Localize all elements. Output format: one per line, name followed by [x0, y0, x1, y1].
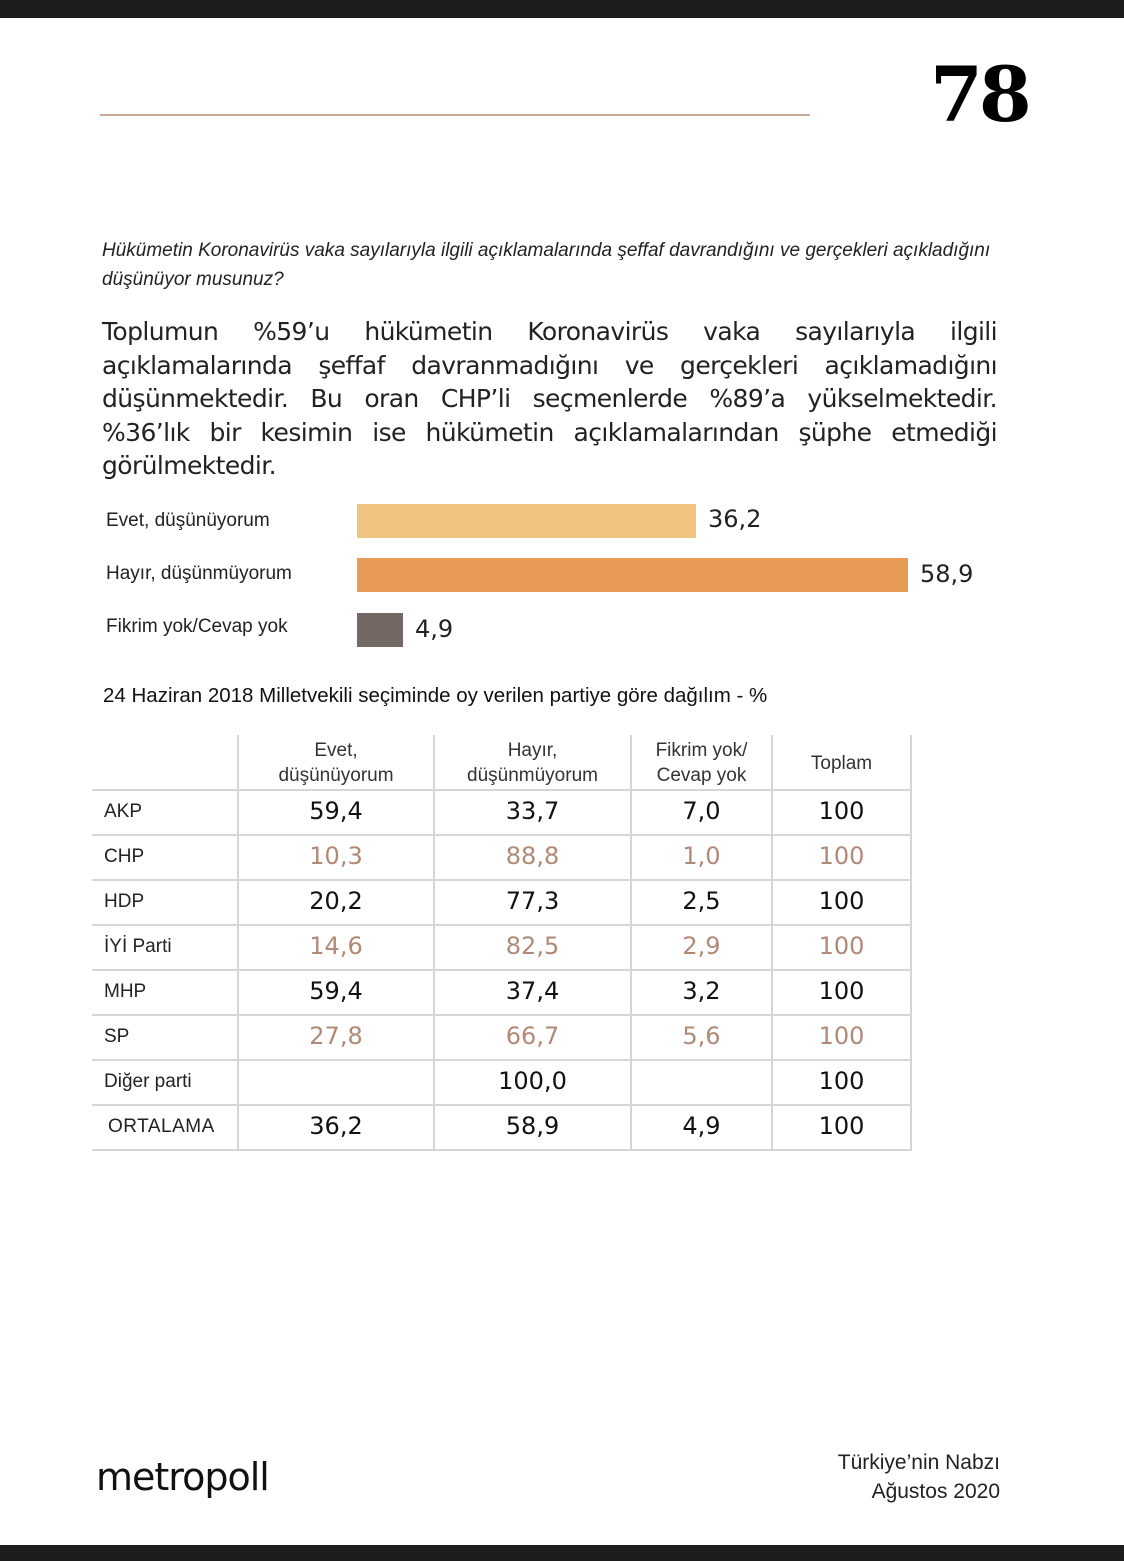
table-title: 24 Haziran 2018 Milletvekili seçiminde oy verilen partiye göre dağılım - % — [103, 684, 768, 707]
table-cell: 59,4 — [309, 977, 363, 1005]
bar-label: Evet, düşünüyorum — [106, 510, 270, 531]
table-cell: 100 — [818, 977, 865, 1005]
table-cell: 59,4 — [309, 797, 363, 825]
row-label: MHP — [104, 981, 147, 1002]
row-label: İYİ Parti — [104, 936, 172, 957]
table-cell: 20,2 — [309, 887, 363, 915]
metropoll-logo: metropoll — [96, 1455, 269, 1499]
table-cell: 100 — [818, 1067, 865, 1095]
column-header-toplam — [772, 751, 911, 776]
header-line: düşünmüyorum — [467, 765, 598, 786]
survey-question: Hükümetin Koronavirüs vaka sayılarıyla ilgili açıklamalarında şeffaf davrandığını ve gerçekleri açıkladığını düşünüyor musunuz? — [102, 240, 991, 290]
table-cell: 88,8 — [505, 842, 560, 870]
bar-evet — [357, 504, 696, 538]
table-cell: 10,3 — [309, 842, 363, 870]
row-label: CHP — [104, 846, 145, 867]
header-line: Fikrim yok/ — [655, 740, 748, 761]
footer-date: Ağustos 2020 — [871, 1480, 1000, 1503]
row-label: SP — [104, 1026, 130, 1047]
footer-publication: Türkiye’nin Nabzı — [837, 1451, 1000, 1474]
table-cell: 100 — [818, 932, 865, 960]
table-cell: 100 — [818, 1022, 865, 1050]
header-line: Toplam — [810, 753, 873, 774]
page-number: 78 — [930, 50, 1028, 139]
bar-label: Fikrim yok/Cevap yok — [106, 616, 288, 637]
top-dark-bar — [0, 0, 1124, 18]
column-header-fikrim-yok — [631, 738, 772, 788]
bar-value-label: 4,9 — [415, 615, 454, 643]
table-cell: 14,6 — [309, 932, 363, 960]
bar-label: Hayır, düşünmüyorum — [106, 563, 292, 584]
table-cell: 82,5 — [505, 932, 560, 960]
table-cell: 33,7 — [505, 797, 560, 825]
table-cell: 66,7 — [505, 1022, 560, 1050]
table-cell: 100 — [818, 797, 865, 825]
bar-fikrim-yok — [357, 613, 403, 647]
table-cell: 37,4 — [505, 977, 560, 1005]
row-label: ORTALAMA — [108, 1116, 215, 1137]
table-cell: 27,8 — [309, 1022, 363, 1050]
table-cell: 77,3 — [505, 887, 560, 915]
table-cell: 2,5 — [682, 887, 721, 915]
header-rule — [100, 114, 810, 116]
row-label: AKP — [104, 801, 143, 822]
table-cell: 100 — [818, 887, 865, 915]
column-header-hayir — [434, 738, 631, 788]
table-cell: 2,9 — [682, 932, 721, 960]
table-cell: 4,9 — [682, 1112, 721, 1140]
table-cell: 36,2 — [309, 1112, 363, 1140]
table-cell: 58,9 — [505, 1112, 560, 1140]
table-cell: 5,6 — [682, 1022, 721, 1050]
bar-hayir — [357, 558, 908, 592]
bar-value-label: 36,2 — [708, 505, 762, 533]
table-cell: 7,0 — [682, 797, 721, 825]
table-cell: 1,0 — [682, 842, 721, 870]
row-label: Diğer parti — [104, 1071, 192, 1092]
summary-paragraph: Toplumun %59’u hükümetin Koronavirüs vaka sayılarıyla ilgili açıklamalarında şeffaf davranmadığını ve gerçekleri açıklamadığını düşünmektedir. Bu oran CHP’li seçmenlerde %89’a yükselmektedir. %36’lık bir kesimin ise hükümetin açıklamalarından şüphe etmediği görülmektedir. — [102, 317, 997, 480]
table-cell: 3,2 — [682, 977, 721, 1005]
table-cell: 100,0 — [498, 1067, 567, 1095]
header-line: Hayır, — [507, 740, 558, 761]
row-label: HDP — [104, 891, 145, 912]
column-header-evet — [238, 738, 434, 788]
table-cell: 100 — [818, 1112, 865, 1140]
header-line: Evet, — [314, 740, 358, 761]
table-cell: 100 — [818, 842, 865, 870]
bottom-dark-bar — [0, 1545, 1124, 1561]
header-line: düşünüyorum — [278, 765, 394, 786]
header-line: Cevap yok — [656, 765, 747, 786]
bar-value-label: 58,9 — [920, 560, 974, 588]
